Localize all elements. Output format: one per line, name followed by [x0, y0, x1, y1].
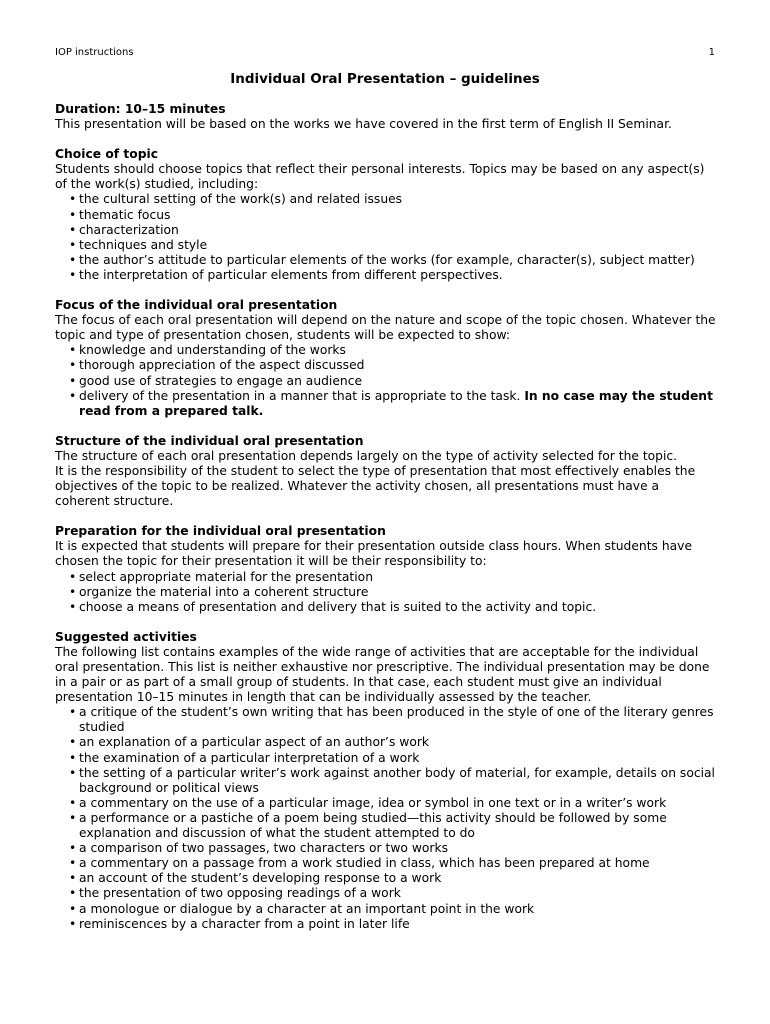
running-header [55, 47, 715, 58]
running-title: IOP instructions [55, 47, 134, 58]
list-item: • choose a means of presentation and delivery that is suited to the activity and topic. [79, 600, 717, 615]
list-item: • knowledge and understanding of the works [79, 343, 717, 358]
list-item: • select appropriate material for the presentation [79, 570, 717, 585]
preparation-text: It is expected that students will prepare for their presentation outside class hours. When students have chosen the topic for their presentation it will be their responsibility to: [55, 539, 693, 569]
section-choice-of-topic [55, 147, 717, 283]
list-item: • a critique of the student’s own writing that has been produced in the style of one of the literary genres studied [79, 705, 717, 735]
section-preparation [55, 524, 717, 615]
preparation-heading: Preparation for the individual oral presentation [55, 524, 386, 539]
section-duration [55, 102, 717, 132]
section-activities [55, 630, 717, 932]
list-item-text: delivery of the presentation in a manner that is appropriate to the task. [79, 388, 525, 403]
document-body [55, 102, 717, 947]
list-item: • thorough appreciation of the aspect discussed [79, 358, 717, 373]
activities-list [55, 705, 717, 931]
focus-text: The focus of each oral presentation will depend on the nature and scope of the topic chosen. Whatever the topic and type of presentation chosen, students will be expected to show: [55, 313, 716, 343]
document-title: Individual Oral Presentation – guidelines [230, 71, 540, 87]
section-focus [55, 298, 717, 419]
preparation-list [55, 570, 717, 615]
duration-heading: Duration: 10–15 minutes [55, 102, 226, 116]
list-item: • the examination of a particular interpretation of a work [79, 751, 717, 766]
page-number: 1 [708, 47, 715, 58]
list-item: • the author’s attitude to particular elements of the works (for example, character(s), subject matter) [79, 253, 717, 268]
list-item: • a monologue or dialogue by a character at an important point in the work [79, 902, 717, 917]
list-item: • reminiscences by a character from a point in later life [79, 917, 717, 932]
list-item: • the setting of a particular writer’s work against another body of material, for example, details on social background or political views [79, 766, 717, 796]
list-item: • the interpretation of particular elements from different perspectives. [79, 268, 717, 283]
list-item: • characterization [79, 223, 717, 238]
focus-list [55, 343, 717, 418]
structure-text-1: The structure of each oral presentation depends largely on the type of activity selected for the topic. [55, 448, 678, 463]
list-item: • a commentary on a passage from a work studied in class, which has been prepared at home [79, 856, 717, 871]
list-item: • a comparison of two passages, two characters or two works [79, 841, 717, 856]
list-item: • good use of strategies to engage an audience [79, 374, 717, 389]
list-item: • the presentation of two opposing readings of a work [79, 886, 717, 901]
list-item [79, 389, 717, 419]
choice-list [55, 192, 717, 283]
choice-text: Students should choose topics that reflect their personal interests. Topics may be based on any aspect(s) of the work(s) studied, including: [55, 162, 705, 192]
duration-text: This presentation will be based on the works we have covered in the first term of English II Seminar. [55, 117, 672, 132]
list-item: • a performance or a pastiche of a poem being studied—this activity should be followed by some explanation and discussion of what the student attempted to do [79, 811, 717, 841]
list-item: • thematic focus [79, 208, 717, 223]
choice-heading: Choice of topic [55, 147, 159, 162]
focus-heading: Focus of the individual oral presentation [55, 298, 338, 313]
list-item: • organize the material into a coherent structure [79, 585, 717, 600]
list-item: • an account of the student’s developing response to a work [79, 871, 717, 886]
activities-heading: Suggested activities [55, 629, 197, 644]
list-item: • the cultural setting of the work(s) and related issues [79, 192, 717, 207]
activities-text: The following list contains examples of the wide range of activities that are acceptable for the individual oral presentation. This list is neither exhaustive nor prescriptive. The individual presentation may be done in a pair or as part of a small group of students. In that case, each student must give an individual presentation 10–15 minutes in length that can be individually assessed by the teacher. [55, 644, 710, 705]
structure-text-2: It is the responsibility of the student to select the type of presentation that most effectively enables the objectives of the topic to be realized. Whatever the activity chosen, all presentations must have a coherent structure. [55, 463, 696, 509]
structure-heading: Structure of the individual oral presentation [55, 433, 364, 448]
list-item: • techniques and style [79, 238, 717, 253]
warning-text: In no case may the student read from a prepared talk. [79, 388, 713, 418]
list-item: • an explanation of a particular aspect of an author’s work [79, 735, 717, 750]
list-item: • a commentary on the use of a particular image, idea or symbol in one text or in a writer’s work [79, 796, 717, 811]
section-structure [55, 434, 717, 509]
